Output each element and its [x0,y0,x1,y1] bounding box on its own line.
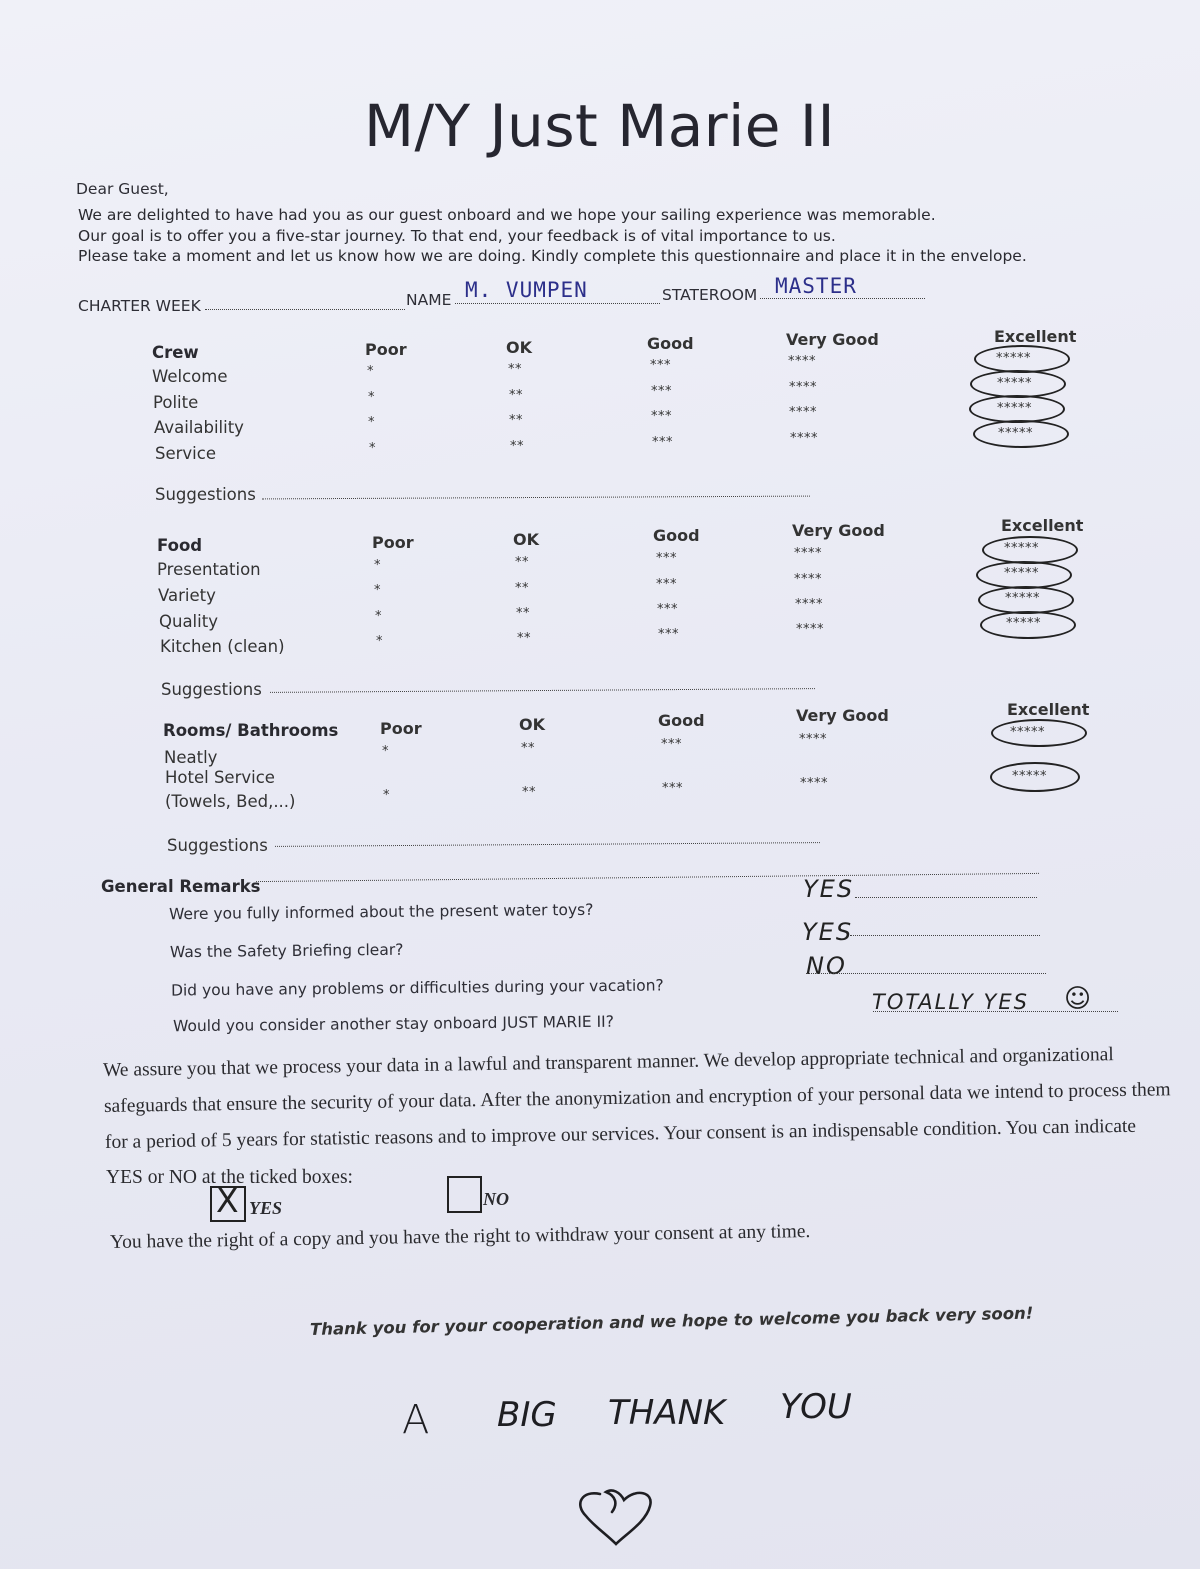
col-poor: Poor [365,340,407,359]
page-title: M/Y Just Marie II [364,92,836,160]
row-label: Polite [153,393,199,412]
intro-line-2: Our goal is to offer you a five-star journey. To that end, your feedback is of vital importance to us. [78,227,836,245]
question-text: Was the Safety Briefing clear? [169,940,404,962]
row-label: Quality [159,612,218,631]
consent-no-label: NO [483,1189,509,1209]
col-good: Good [653,526,700,545]
star-option-selected[interactable]: ***** [1004,541,1039,556]
star-option[interactable]: ** [510,439,524,454]
row-label: Presentation [157,560,261,579]
intro-line-3: Please take a moment and let us know how we are doing. Kindly complete this questionnaire and place it in the envelope. [78,247,1027,265]
stateroom-field-line [760,298,925,299]
star-option[interactable]: **** [789,380,817,395]
star-option[interactable]: **** [789,405,817,420]
star-option[interactable]: * [368,390,375,405]
rights-text: You have the right of a copy and you have the right to withdraw your consent at any time. [109,1220,811,1253]
star-option-selected[interactable]: ***** [1005,591,1040,606]
handwritten-word: YOU [780,1387,852,1427]
col-poor: Poor [372,533,414,552]
star-option[interactable]: *** [661,737,682,752]
star-option[interactable]: *** [656,577,677,592]
col-excellent: Excellent [1001,516,1084,535]
star-option[interactable]: *** [658,627,679,642]
star-option[interactable]: * [374,583,381,598]
row-label: (Towels, Bed,...) [165,792,296,811]
col-excellent: Excellent [1007,700,1090,719]
col-excellent: Excellent [994,327,1077,346]
handwritten-word: BIG [497,1395,557,1435]
suggestions-label: Suggestions [155,485,256,504]
selection-circle [990,762,1080,792]
privacy-text-line: We assure you that we process your data in a lawful and transparent manner. We develop appropriate technical and organizational [102,1044,1114,1081]
star-option[interactable]: ** [515,581,529,596]
star-option[interactable]: *** [650,358,671,373]
selection-circle [969,395,1065,423]
suggestions-field[interactable] [275,842,820,847]
star-option[interactable]: ** [509,388,523,403]
star-option[interactable]: ** [521,741,535,756]
selection-circle [978,586,1074,614]
star-option[interactable]: **** [800,776,828,791]
check-x-mark: X [216,1181,239,1220]
privacy-text-line: for a period of 5 years for statistic reasons and to improve our services. Your consent is an indispensable condition. You can indicate [104,1115,1137,1153]
suggestions-label: Suggestions [167,836,268,855]
star-option-selected[interactable]: ***** [996,351,1031,366]
star-option[interactable]: * [382,744,389,759]
consent-yes-checkbox[interactable] [210,1181,246,1222]
answer-field[interactable]: NO [806,952,847,980]
row-label: Welcome [152,367,228,386]
row-label: Neatly [164,748,218,767]
selection-circle [982,536,1078,564]
suggestions-field[interactable] [270,688,815,693]
charter-week-field[interactable] [205,309,405,310]
star-option[interactable]: * [367,364,374,379]
section-title-crew: Crew [152,343,199,362]
star-option[interactable]: ** [516,606,530,621]
star-option[interactable]: * [374,558,381,573]
star-option[interactable]: *** [662,781,683,796]
star-option[interactable]: * [376,634,383,649]
greeting: Dear Guest, [76,180,169,198]
star-option[interactable]: **** [794,572,822,587]
row-label: Hotel Service [165,768,275,787]
star-option[interactable]: **** [795,597,823,612]
privacy-text-line: safeguards that ensure the security of your data. After the anonymization and encryption of your personal data we intend to process them [103,1079,1171,1117]
stateroom-field[interactable]: MASTER [775,274,857,298]
col-very-good: Very Good [792,521,885,540]
star-option[interactable]: **** [799,732,827,747]
row-label: Availability [154,418,244,437]
col-poor: Poor [380,719,422,738]
handwritten-word: THANK [608,1393,726,1433]
answer-line [873,1011,1118,1012]
question-text: Were you fully informed about the present water toys? [168,900,594,924]
row-label: Kitchen (clean) [160,637,285,656]
star-option[interactable]: * [375,609,382,624]
star-option-selected[interactable]: ***** [997,401,1032,416]
answer-line [850,935,1040,936]
star-option[interactable]: *** [651,409,672,424]
selection-circle [970,370,1066,398]
star-option[interactable]: ** [509,413,523,428]
answer-line [855,897,1037,898]
section-title-food: Food [157,536,203,555]
general-remarks-field[interactable] [256,873,1039,882]
answer-field[interactable]: YES [803,875,855,903]
star-option[interactable]: * [383,788,390,803]
star-option-selected[interactable]: ***** [998,426,1033,441]
star-option[interactable]: **** [790,431,818,446]
col-ok: OK [513,530,539,549]
answer-field[interactable]: TOTALLY YES [872,990,1029,1014]
consent-yes-label: YES [249,1198,283,1218]
star-option[interactable]: ** [515,555,529,570]
star-option[interactable]: *** [652,435,673,450]
stateroom-label: STATEROOM [662,286,758,304]
name-field[interactable]: M. VUMPEN [465,278,588,302]
star-option-selected[interactable]: ***** [997,376,1032,391]
selection-circle [976,561,1072,589]
star-option-selected[interactable]: ***** [1010,725,1045,740]
suggestions-field[interactable] [262,496,810,500]
col-ok: OK [506,338,532,357]
smiley-icon: ☺ [1064,984,1094,1014]
question-text: Did you have any problems or difficulties during your vacation? [170,976,664,1000]
charter-week-label: CHARTER WEEK [78,297,201,315]
suggestions-label: Suggestions [161,680,262,699]
star-option[interactable]: *** [651,384,672,399]
privacy-text-line: YES or NO at the ticked boxes: [106,1167,353,1188]
star-option[interactable]: **** [794,546,822,561]
answer-field[interactable]: YES [802,918,854,946]
row-label: Variety [158,586,216,605]
col-ok: OK [519,715,545,734]
general-remarks-label: General Remarks [101,877,261,896]
answer-line [806,973,1046,974]
col-very-good: Very Good [786,330,879,349]
star-option[interactable]: * [368,415,375,430]
selection-circle [973,420,1069,448]
star-option[interactable]: ** [508,362,522,377]
star-option[interactable]: ** [517,631,531,646]
section-title-rooms: Rooms/ Bathrooms [163,721,339,740]
col-very-good: Very Good [796,706,889,725]
handwritten-word: A [402,1397,430,1443]
star-option[interactable]: **** [788,354,816,369]
selection-circle [980,611,1076,639]
name-field-line [455,303,660,304]
selection-circle [974,345,1070,373]
heart-icon [572,1482,662,1552]
question-text: Would you consider another stay onboard JUST MARIE II? [172,1012,615,1036]
col-good: Good [658,711,705,730]
thanks-text: Thank you for your cooperation and we hope to welcome you back very soon! [309,1303,1034,1339]
star-option[interactable]: **** [796,622,824,637]
star-option[interactable]: *** [657,602,678,617]
col-good: Good [647,334,694,353]
intro-line-1: We are delighted to have had you as our guest onboard and we hope your sailing experience was memorable. [78,206,936,224]
consent-no-checkbox[interactable] [447,1176,482,1213]
star-option-selected[interactable]: ***** [1012,769,1047,784]
selection-circle [991,719,1087,747]
star-option[interactable]: *** [656,551,677,566]
star-option-selected[interactable]: ***** [1004,566,1039,581]
row-label: Service [155,444,216,463]
star-option[interactable]: * [369,441,376,456]
star-option-selected[interactable]: ***** [1006,616,1041,631]
star-option[interactable]: ** [522,785,536,800]
name-label: NAME [406,291,452,309]
